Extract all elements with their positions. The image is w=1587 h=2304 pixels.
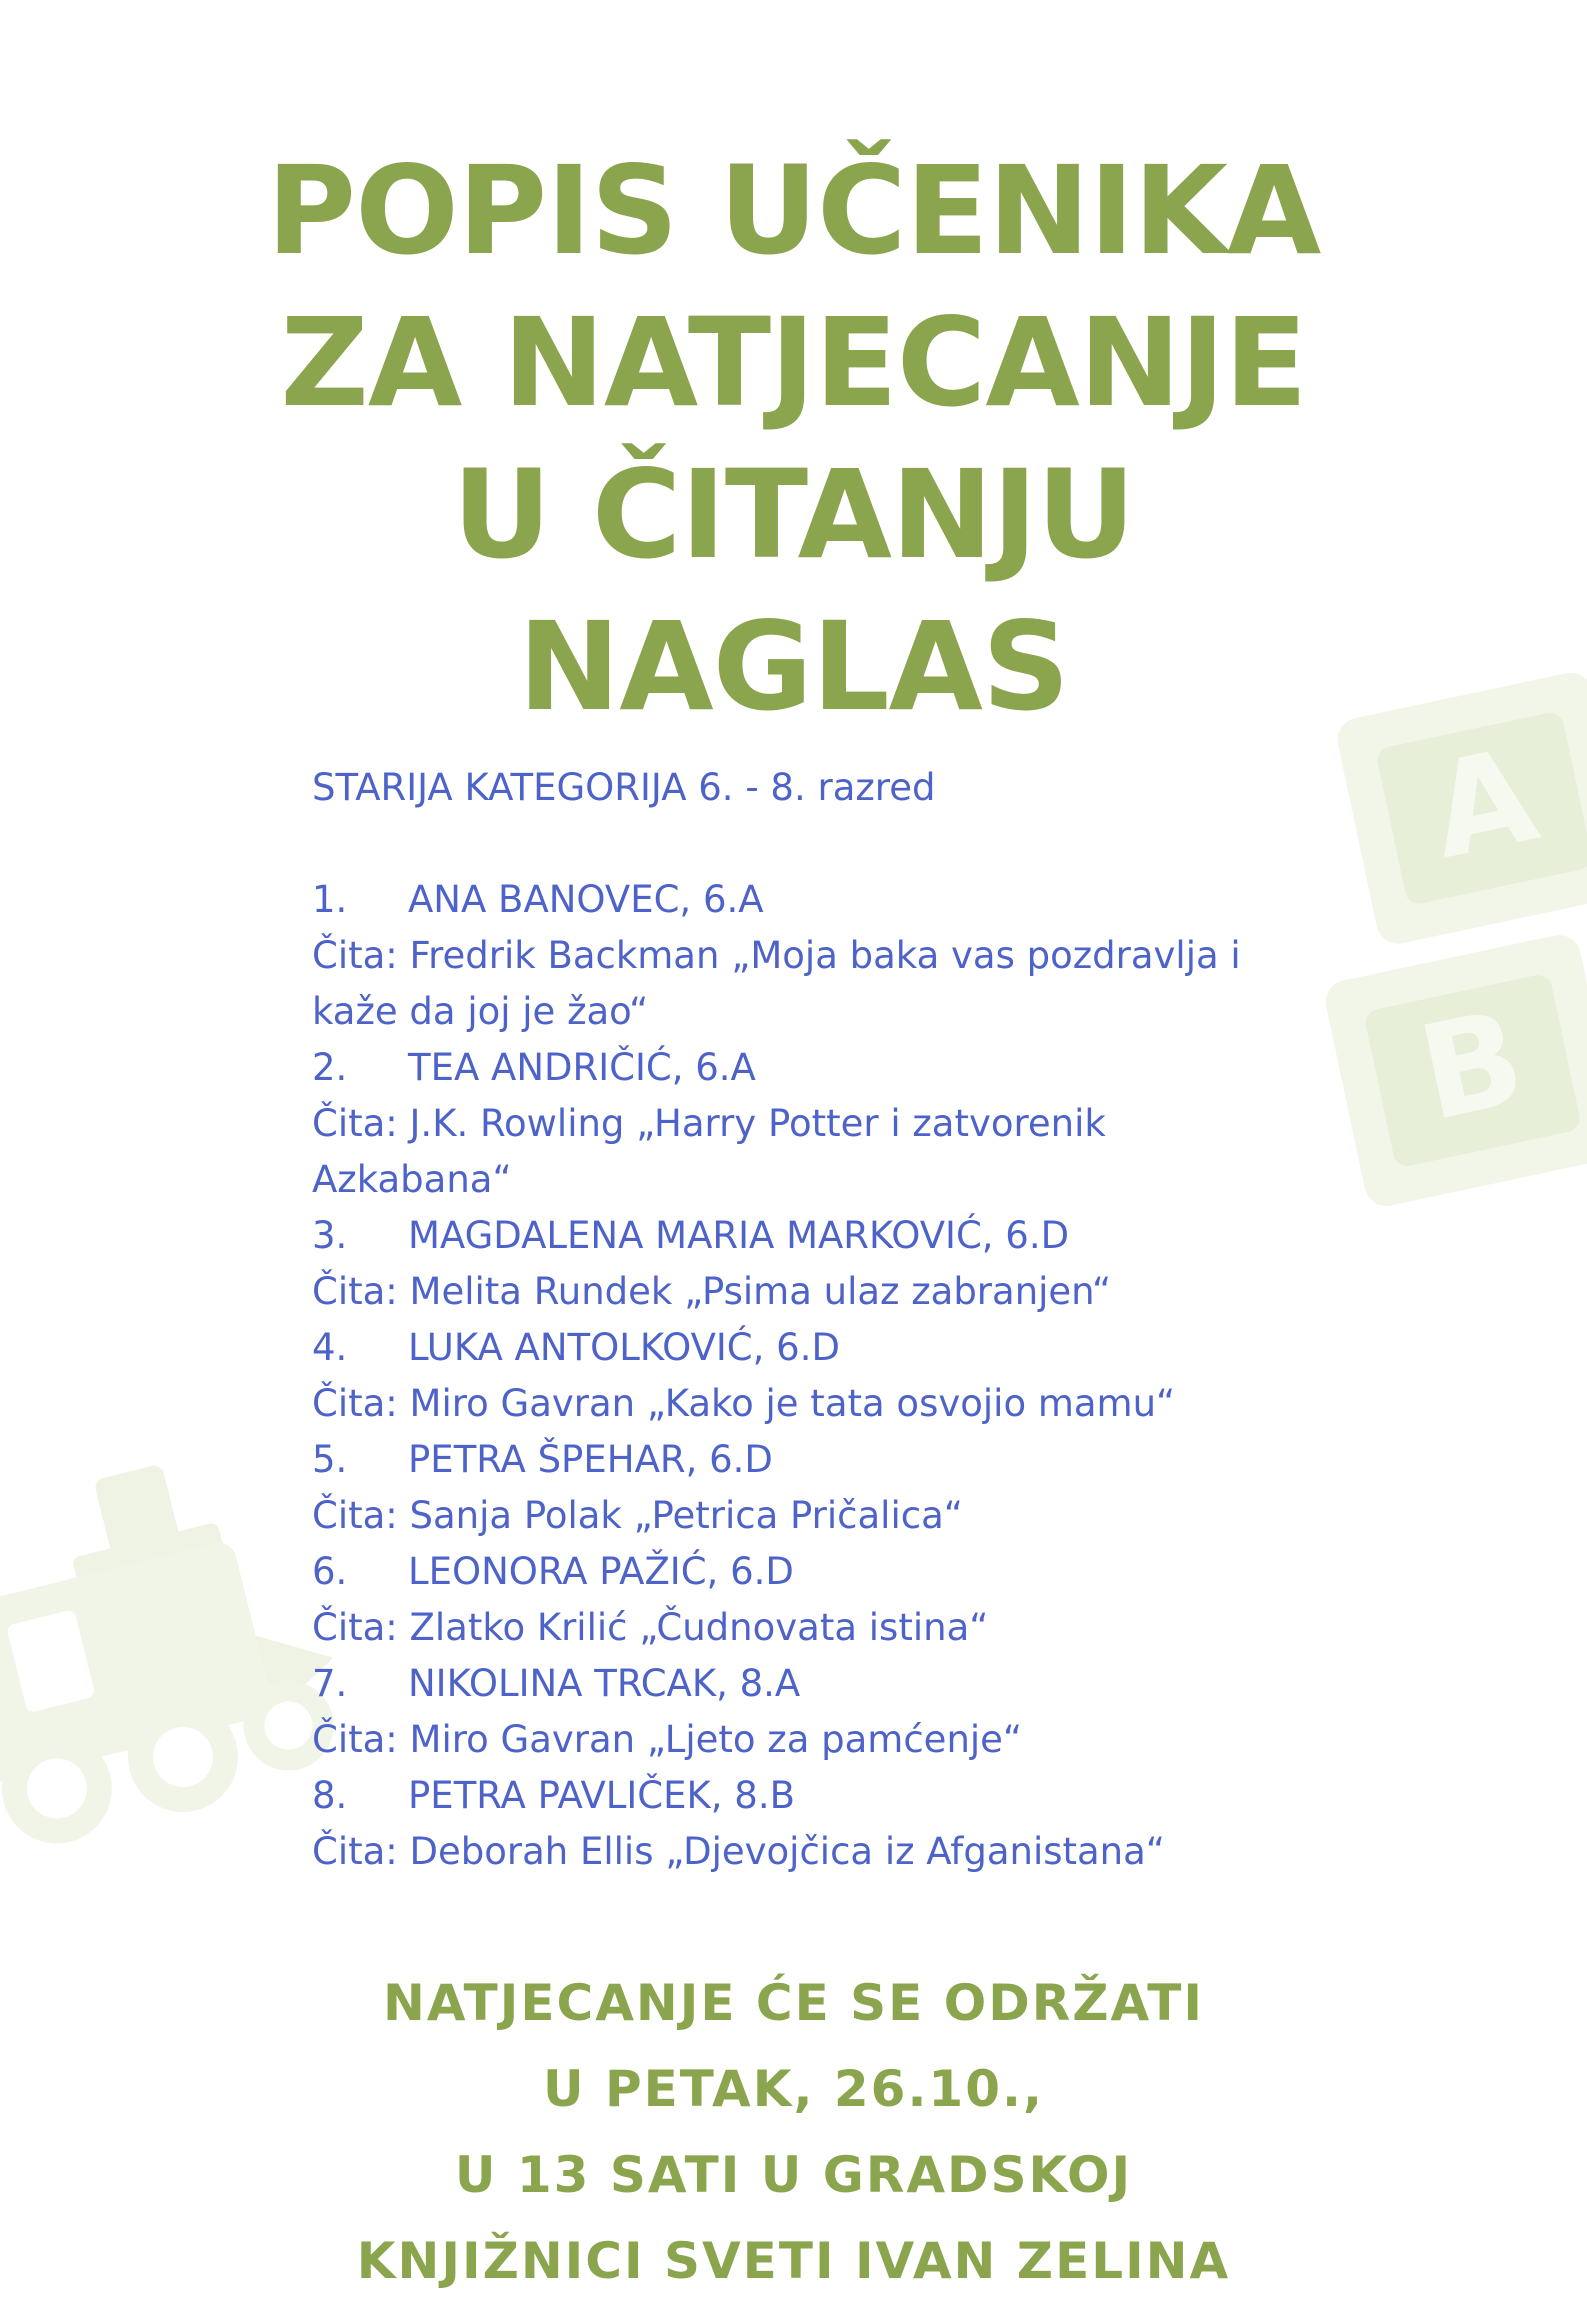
entry-number: 3. — [312, 1214, 348, 1257]
student-entry — [312, 1040, 1352, 1096]
reading-title: Čita: J.K. Rowling „Harry Potter i zatvorenik — [312, 1102, 1106, 1145]
announcement-line: U PETAK, 26.10., — [542, 2060, 1045, 2118]
category-heading: STARIJA KATEGORIJA 6. - 8. razred — [312, 766, 936, 809]
title-line: NAGLAS — [518, 596, 1069, 738]
event-announcement — [0, 1960, 1587, 2304]
student-list — [312, 760, 1352, 1880]
student-entry — [312, 1320, 1352, 1376]
entry-number: 4. — [312, 1326, 348, 1369]
reading-title: Čita: Deborah Ellis „Djevojčica iz Afganistana“ — [312, 1830, 1165, 1873]
block-b-letter: B — [1407, 980, 1536, 1151]
title-line: U ČITANJU — [452, 444, 1135, 586]
student-entry — [312, 1656, 1352, 1712]
reading-title: Čita: Miro Gavran „Ljeto za pamćenje“ — [312, 1718, 1023, 1761]
student-name: PETRA PAVLIČEK, 8.B — [408, 1774, 795, 1817]
student-entry — [312, 1208, 1352, 1264]
reading-title: Čita: Miro Gavran „Kako je tata osvojio mamu“ — [312, 1382, 1176, 1425]
student-name: ANA BANOVEC, 6.A — [408, 878, 764, 921]
student-name: TEA ANDRIČIĆ, 6.A — [408, 1046, 756, 1089]
student-entry — [312, 872, 1352, 928]
title-line: POPIS UČENIKA — [266, 140, 1321, 282]
reading-title: Čita: Zlatko Krilić „Čudnovata istina“ — [312, 1606, 989, 1649]
entry-number: 5. — [312, 1438, 348, 1481]
entry-number: 1. — [312, 878, 348, 921]
student-entry — [312, 1768, 1352, 1824]
student-name: LUKA ANTOLKOVIĆ, 6.D — [408, 1326, 840, 1369]
reading-title-continued: kaže da joj je žao“ — [312, 990, 649, 1033]
student-entry — [312, 1544, 1352, 1600]
announcement-line: NATJECANJE ĆE SE ODRŽATI — [382, 1974, 1205, 2032]
entry-number: 2. — [312, 1046, 348, 1089]
reading-title: Čita: Fredrik Backman „Moja baka vas pozdravlja i — [312, 934, 1241, 977]
student-name: NIKOLINA TRCAK, 8.A — [408, 1662, 801, 1705]
entry-number: 7. — [312, 1662, 348, 1705]
announcement-line: U 13 SATI U GRADSKOJ — [454, 2146, 1133, 2204]
reading-title-continued: Azkabana“ — [312, 1158, 512, 1201]
title-line: ZA NATJECANJE — [280, 292, 1307, 434]
student-name: LEONORA PAŽIĆ, 6.D — [408, 1550, 794, 1593]
entry-number: 8. — [312, 1774, 348, 1817]
reading-title: Čita: Melita Rundek „Psima ulaz zabranjen“ — [312, 1270, 1112, 1313]
student-name: MAGDALENA MARIA MARKOVIĆ, 6.D — [408, 1214, 1070, 1257]
reading-title: Čita: Sanja Polak „Petrica Pričalica“ — [312, 1494, 963, 1537]
page-title — [0, 135, 1587, 743]
block-a-letter: A — [1418, 718, 1549, 889]
student-name: PETRA ŠPEHAR, 6.D — [408, 1438, 773, 1481]
announcement-line: KNJIŽNICI SVETI IVAN ZELINA — [356, 2232, 1231, 2290]
entry-number: 6. — [312, 1550, 348, 1593]
student-entry — [312, 1432, 1352, 1488]
